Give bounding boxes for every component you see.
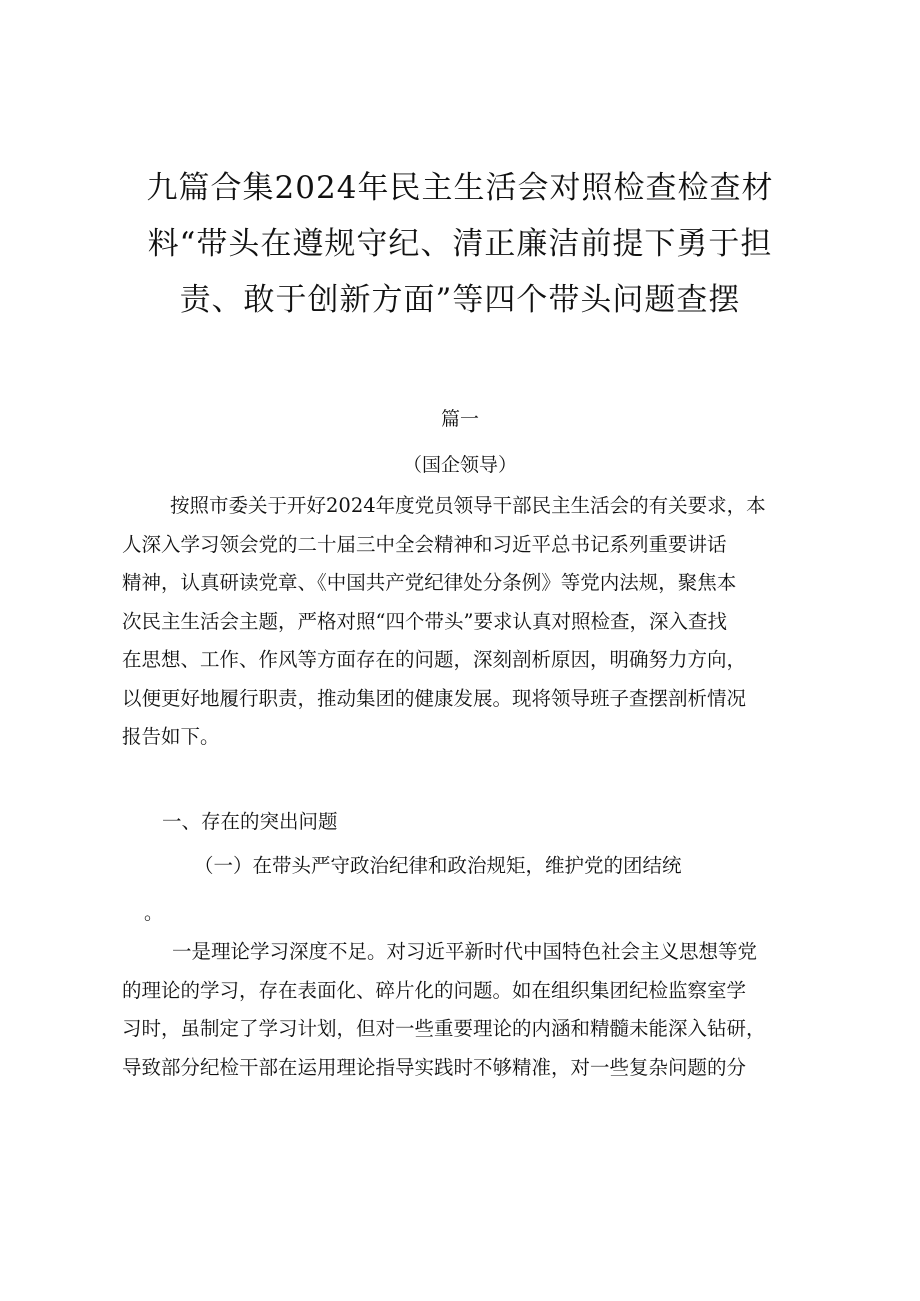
heading-level-1: 一、存在的突出问题 [162,810,338,833]
heading-level-2: （一）在带头严守政治纪律和政治规矩，维护党的团结统 [194,854,682,877]
paragraph-line: 精神，认真研读党章、《中国共产党纪律处分条例》等党内法规，聚焦本 [122,571,737,594]
section-title: 篇一 [440,408,479,430]
paragraph-line: 的理论的学习，存在表面化、碎片化的问题。如在组织集团纪检监察室学 [122,978,747,1002]
body-paragraph [122,933,812,1087]
paragraph-line: 以便更好地履行职责，推动集团的健康发展。现将领导班子查摆剖析情况 [122,686,747,710]
paragraph-line: 在思想、工作、作风等方面存在的问题，深刻剖析原因，明确努力方向， [122,648,747,671]
title-line: 责、敢于创新方面”等四个带头问题查摆 [179,282,741,318]
title-line: 九篇合集2024年民主生活会对照检查检查材 [146,170,774,206]
paragraph-line: 报告如下。 [122,725,220,748]
paragraph-line: 导致部分纪检干部在运用理论指导实践时不够精准，对一些复杂问题的分 [122,1055,747,1079]
paragraph-line: 次民主生活会主题，严格对照“四个带头”要求认真对照检查，深入查找 [122,609,727,633]
paragraph-line: 按照市委关于开好2024年度党员领导干部民主生活会的有关要求，本 [170,494,766,517]
intro-paragraph [122,487,812,757]
heading-level-2-tail: 。 [144,902,164,924]
paragraph-line: 人深入学习领会党的二十届三中全会精神和习近平总书记系列重要讲话 [122,532,727,556]
document-title [130,160,790,328]
title-line: 料“带头在遵规守纪、清正廉洁前提下勇于担 [147,226,773,262]
section-subtitle: （国企领导） [402,454,517,476]
paragraph-line: 习时，虽制定了学习计划，但对一些重要理论的内涵和精髓未能深入钻研， [122,1017,766,1040]
paragraph-line: 一是理论学习深度不足。对习近平新时代中国特色社会主义思想等党 [172,940,758,963]
